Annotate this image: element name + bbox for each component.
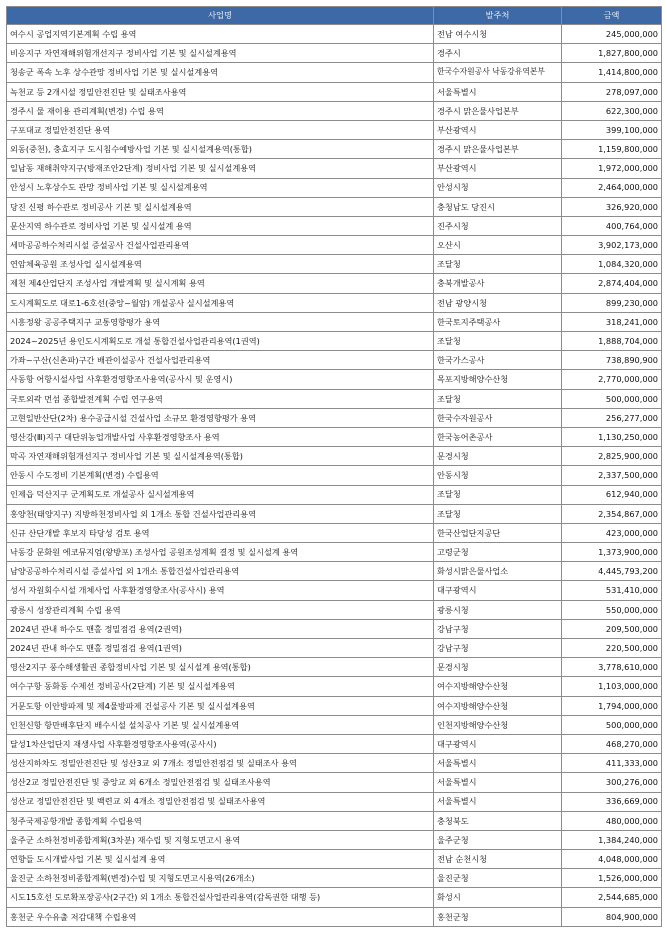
- cell-amount: 1,373,900,000: [562, 543, 662, 562]
- cell-amount: 1,827,800,000: [562, 44, 662, 63]
- table-row: [7, 811, 662, 830]
- contract-table: [6, 6, 662, 927]
- table-row: [7, 543, 662, 562]
- table-row: [7, 850, 662, 869]
- cell-client: 홍천군청: [434, 907, 562, 926]
- cell-project-name: 비응지구 자연재해위험개선지구 정비사업 기본 및 실시설계용역: [7, 44, 434, 63]
- table-row: [7, 312, 662, 331]
- header-project-name: 사업명: [7, 7, 434, 25]
- cell-client: 충북개발공사: [434, 274, 562, 293]
- cell-project-name: 당진 신평 하수관로 정비공사 기본 및 실시설계용역: [7, 197, 434, 216]
- cell-client: 한국토지주택공사: [434, 312, 562, 331]
- cell-amount: 1,103,000,000: [562, 677, 662, 696]
- cell-client: 오산시: [434, 236, 562, 255]
- table-row: [7, 44, 662, 63]
- cell-client: 여수지방해양수산청: [434, 696, 562, 715]
- header-row: [7, 7, 662, 25]
- cell-project-name: 2024년 관내 하수도 맨홀 정밀점검 용역(1권역): [7, 639, 434, 658]
- table-row: [7, 658, 662, 677]
- cell-amount: 1,794,000,000: [562, 696, 662, 715]
- table-row: [7, 236, 662, 255]
- table-row: [7, 888, 662, 907]
- cell-project-name: 영산2지구 풍수해생활권 종합정비사업 기본 및 실시설계 용역(통합): [7, 658, 434, 677]
- cell-project-name: 낙동강 문화원 에코뮤지엄(왕방포) 조성사업 공원조성계획 결정 및 실시설계 용역: [7, 543, 434, 562]
- cell-client: 조달청: [434, 504, 562, 523]
- cell-client: 광릉시청: [434, 600, 562, 619]
- cell-amount: 1,084,320,000: [562, 255, 662, 274]
- table-row: [7, 370, 662, 389]
- cell-project-name: 연향들 도시개발사업 기본 및 실시설계 용역: [7, 850, 434, 869]
- cell-client: 전남 광양시청: [434, 293, 562, 312]
- cell-project-name: 제천 제4산업단지 조성사업 개발계획 및 실시계획 용역: [7, 274, 434, 293]
- cell-project-name: 2024~2025년 용인도시계획도로 개설 통합건설사업관리용역(1권역): [7, 332, 434, 351]
- cell-project-name: 인천신항 항만배후단지 배수시설 설치공사 기본 및 실시설계용역: [7, 715, 434, 734]
- cell-amount: 500,000,000: [562, 715, 662, 734]
- cell-project-name: 외동(중천), 충효지구 도시침수예방사업 기본 및 실시설계용역(통합): [7, 140, 434, 159]
- cell-project-name: 울주군 소하천정비종합계획(3차분) 재수립 및 지형도면고시 용역: [7, 830, 434, 849]
- cell-project-name: 2024년 관내 하수도 맨홀 정밀점검 용역(2권역): [7, 619, 434, 638]
- cell-client: 서울특별시: [434, 754, 562, 773]
- table-row: [7, 907, 662, 926]
- cell-amount: 468,270,000: [562, 734, 662, 753]
- table-row: [7, 255, 662, 274]
- cell-project-name: 거문도항 이안방파제 및 제4물방파제 건설공사 기본 및 실시설계용역: [7, 696, 434, 715]
- table-row: [7, 351, 662, 370]
- table-row: [7, 466, 662, 485]
- cell-project-name: 고현일반산단(2차) 용수공급시설 건설사업 소규모 환경영향평가 용역: [7, 408, 434, 427]
- table-row: [7, 332, 662, 351]
- cell-amount: 1,159,800,000: [562, 140, 662, 159]
- cell-project-name: 여수시 공업지역기본계획 수립 용역: [7, 25, 434, 44]
- cell-project-name: 경주시 물 재이용 관리계획(변경) 수립 용역: [7, 101, 434, 120]
- cell-amount: 612,940,000: [562, 485, 662, 504]
- cell-client: 한국수자원공사: [434, 408, 562, 427]
- cell-amount: 256,277,000: [562, 408, 662, 427]
- cell-amount: 2,874,404,000: [562, 274, 662, 293]
- cell-project-name: 광릉시 성장관리계획 수립 용역: [7, 600, 434, 619]
- cell-client: 한국수자원공사 낙동강유역본부: [434, 63, 562, 82]
- cell-amount: 1,414,800,000: [562, 63, 662, 82]
- cell-amount: 399,100,000: [562, 120, 662, 139]
- cell-project-name: 여수구항 동화동 수제선 정비공사(2단계) 기본 및 실시설계용역: [7, 677, 434, 696]
- cell-client: 경주시: [434, 44, 562, 63]
- cell-project-name: 시도15호선 도로확포장공사(2구간) 외 1개소 통합건설사업관리용역(감독권한 대행 등): [7, 888, 434, 907]
- cell-amount: 480,000,000: [562, 811, 662, 830]
- table-row: [7, 523, 662, 542]
- cell-project-name: 세마공공하수처리시설 증설공사 건설사업관리용역: [7, 236, 434, 255]
- cell-amount: 326,920,000: [562, 197, 662, 216]
- cell-amount: 500,000,000: [562, 389, 662, 408]
- cell-project-name: 영산강(Ⅲ)지구 대단위농업개발사업 사후환경영향조사 용역: [7, 427, 434, 446]
- cell-amount: 3,902,173,000: [562, 236, 662, 255]
- cell-amount: 2,464,000,000: [562, 178, 662, 197]
- cell-client: 경주시 맑은물사업본부: [434, 101, 562, 120]
- table-row: [7, 734, 662, 753]
- table-row: [7, 792, 662, 811]
- cell-amount: 738,890,900: [562, 351, 662, 370]
- cell-client: 여수지방해양수산청: [434, 677, 562, 696]
- cell-client: 조달청: [434, 332, 562, 351]
- cell-client: 대구광역시: [434, 734, 562, 753]
- cell-client: 강남구청: [434, 639, 562, 658]
- cell-client: 조달청: [434, 389, 562, 408]
- cell-client: 조달청: [434, 255, 562, 274]
- table-row: [7, 408, 662, 427]
- cell-amount: 1,384,240,000: [562, 830, 662, 849]
- table-row: [7, 197, 662, 216]
- cell-client: 화성시: [434, 888, 562, 907]
- table-row: [7, 82, 662, 101]
- cell-amount: 423,000,000: [562, 523, 662, 542]
- cell-amount: 2,337,500,000: [562, 466, 662, 485]
- cell-client: 한국농어촌공사: [434, 427, 562, 446]
- cell-project-name: 구포대교 정밀안전진단 용역: [7, 120, 434, 139]
- cell-amount: 531,410,000: [562, 581, 662, 600]
- cell-project-name: 안동시 수도정비 기본계획(변경) 수립용역: [7, 466, 434, 485]
- cell-client: 전남 순천시청: [434, 850, 562, 869]
- cell-client: 한국산업단지공단: [434, 523, 562, 542]
- cell-project-name: 울진군 소하천정비종합계획(변경)수립 및 지형도면고시용역(26개소): [7, 869, 434, 888]
- cell-amount: 400,764,000: [562, 216, 662, 235]
- cell-project-name: 신규 산단개발 후보지 타당성 검토 용역: [7, 523, 434, 542]
- cell-project-name: 홍천군 우수유출 저감대책 수립용역: [7, 907, 434, 926]
- cell-client: 울진군청: [434, 869, 562, 888]
- table-row: [7, 869, 662, 888]
- cell-project-name: 시흥정왕 공공주택지구 교통영향평가 용역: [7, 312, 434, 331]
- cell-project-name: 일남동 재해취약지구(방재조안2단계) 정비사업 기본 및 실시설계용역: [7, 159, 434, 178]
- cell-client: 서울특별시: [434, 792, 562, 811]
- table-row: [7, 581, 662, 600]
- cell-amount: 1,888,704,000: [562, 332, 662, 351]
- cell-client: 문경시청: [434, 447, 562, 466]
- cell-client: 부산광역시: [434, 159, 562, 178]
- cell-client: 진주시청: [434, 216, 562, 235]
- cell-client: 인천지방해양수산청: [434, 715, 562, 734]
- cell-amount: 804,900,000: [562, 907, 662, 926]
- cell-amount: 899,230,000: [562, 293, 662, 312]
- cell-amount: 245,000,000: [562, 25, 662, 44]
- cell-amount: 2,770,000,000: [562, 370, 662, 389]
- table-row: [7, 140, 662, 159]
- cell-amount: 622,300,000: [562, 101, 662, 120]
- cell-client: 안성시청: [434, 178, 562, 197]
- cell-amount: 4,048,000,000: [562, 850, 662, 869]
- cell-project-name: 청송군 폭속 노후 상수관망 정비사업 기본 및 실시설계용역: [7, 63, 434, 82]
- cell-project-name: 달성1차산업단지 재생사업 사후환경영향조사용역(공사시): [7, 734, 434, 753]
- table-row: [7, 639, 662, 658]
- table-row: [7, 101, 662, 120]
- cell-amount: 1,130,250,000: [562, 427, 662, 446]
- cell-amount: 278,097,000: [562, 82, 662, 101]
- header-client: 발주처: [434, 7, 562, 25]
- cell-amount: 318,241,000: [562, 312, 662, 331]
- cell-amount: 220,500,000: [562, 639, 662, 658]
- table-row: [7, 25, 662, 44]
- table-row: [7, 427, 662, 446]
- table-row: [7, 504, 662, 523]
- table-row: [7, 754, 662, 773]
- table-row: [7, 447, 662, 466]
- table-row: [7, 562, 662, 581]
- table-row: [7, 677, 662, 696]
- table-row: [7, 216, 662, 235]
- cell-amount: 550,000,000: [562, 600, 662, 619]
- cell-project-name: 성산교 정밀안전진단 및 백련교 외 4개소 정밀안전점검 및 실태조사용역: [7, 792, 434, 811]
- table-row: [7, 830, 662, 849]
- table-row: [7, 773, 662, 792]
- cell-project-name: 도시계획도로 대로1-6호선(중앙~월암) 개설공사 실시설계용역: [7, 293, 434, 312]
- table-row: [7, 600, 662, 619]
- cell-client: 전남 여수시청: [434, 25, 562, 44]
- cell-amount: 336,669,000: [562, 792, 662, 811]
- cell-amount: 1,972,000,000: [562, 159, 662, 178]
- cell-client: 서울특별시: [434, 773, 562, 792]
- cell-client: 화성시맑은물사업소: [434, 562, 562, 581]
- table-row: [7, 159, 662, 178]
- cell-client: 강남구청: [434, 619, 562, 638]
- cell-project-name: 녹천교 등 2개시설 정밀안전진단 및 실태조사용역: [7, 82, 434, 101]
- table-body: [7, 25, 662, 927]
- cell-amount: 2,354,867,000: [562, 504, 662, 523]
- cell-amount: 1,526,000,000: [562, 869, 662, 888]
- cell-project-name: 안성시 노후상수도 관망 정비사업 기본 및 실시설계용역: [7, 178, 434, 197]
- cell-client: 목포지방해양수산청: [434, 370, 562, 389]
- cell-amount: 411,333,000: [562, 754, 662, 773]
- cell-client: 울주군청: [434, 830, 562, 849]
- table-row: [7, 178, 662, 197]
- cell-project-name: 가좌~구산(신촌파)구간 배관이설공사 건설사업관리용역: [7, 351, 434, 370]
- cell-project-name: 문산지역 하수관로 정비사업 기본 및 실시설계 용역: [7, 216, 434, 235]
- cell-client: 부산광역시: [434, 120, 562, 139]
- cell-project-name: 남양공공하수처리시설 증설사업 외 1개소 통합건설사업관리용역: [7, 562, 434, 581]
- cell-client: 조달청: [434, 485, 562, 504]
- table-row: [7, 696, 662, 715]
- table-row: [7, 293, 662, 312]
- cell-project-name: 청주국제공항개발 종합계획 수립용역: [7, 811, 434, 830]
- header-amount: 금액: [562, 7, 662, 25]
- cell-amount: 4,445,793,200: [562, 562, 662, 581]
- table-row: [7, 619, 662, 638]
- table-row: [7, 715, 662, 734]
- cell-amount: 2,825,900,000: [562, 447, 662, 466]
- table-row: [7, 274, 662, 293]
- cell-project-name: 성산지하차도 정밀안전진단 및 성산3교 외 7개소 정밀안전점검 및 실태조사 용역: [7, 754, 434, 773]
- table-row: [7, 389, 662, 408]
- cell-project-name: 사동항 어항시설사업 사후환경영향조사용역(공사시 및 운영시): [7, 370, 434, 389]
- cell-amount: 300,276,000: [562, 773, 662, 792]
- cell-client: 서울특별시: [434, 82, 562, 101]
- cell-amount: 209,500,000: [562, 619, 662, 638]
- cell-project-name: 홍양천(태양지구) 지방하천정비사업 외 1개소 통합 건설사업관리용역: [7, 504, 434, 523]
- cell-client: 고령군청: [434, 543, 562, 562]
- cell-client: 충청남도 당진시: [434, 197, 562, 216]
- cell-project-name: 연암체육공원 조성사업 실시설계용역: [7, 255, 434, 274]
- cell-client: 문경시청: [434, 658, 562, 677]
- cell-project-name: 성서 자원회수시설 개체사업 사후환경영향조사(공사시) 용역: [7, 581, 434, 600]
- table-row: [7, 485, 662, 504]
- cell-project-name: 국토외곽 먼섬 종합발전계획 수립 연구용역: [7, 389, 434, 408]
- cell-client: 대구광역시: [434, 581, 562, 600]
- cell-project-name: 성산2교 정밀안전진단 및 중앙교 외 6개소 정밀안전점검 및 실태조사용역: [7, 773, 434, 792]
- table-row: [7, 63, 662, 82]
- table-row: [7, 120, 662, 139]
- cell-client: 충청북도: [434, 811, 562, 830]
- cell-client: 경주시 맑은물사업본부: [434, 140, 562, 159]
- cell-project-name: 막곡 자연재해위험개선지구 정비사업 기본 및 실시설계용역(통합): [7, 447, 434, 466]
- cell-amount: 2,544,685,000: [562, 888, 662, 907]
- cell-amount: 3,778,610,000: [562, 658, 662, 677]
- cell-client: 한국가스공사: [434, 351, 562, 370]
- cell-client: 안동시청: [434, 466, 562, 485]
- cell-project-name: 인제읍 덕산지구 군계획도로 개설공사 실시설계용역: [7, 485, 434, 504]
